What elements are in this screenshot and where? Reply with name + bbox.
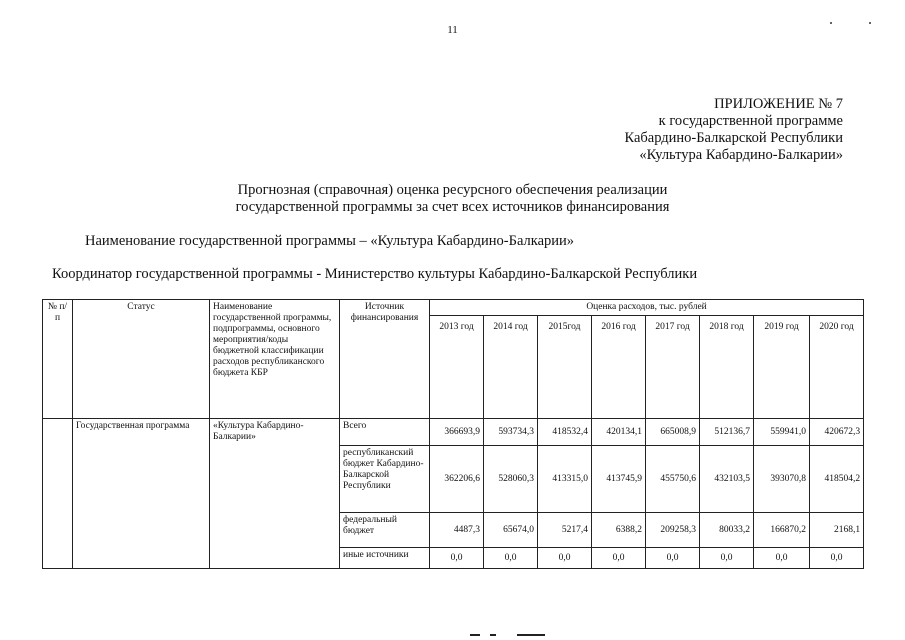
appendix-line-2: к государственной программе (658, 113, 843, 129)
header-status: Статус (73, 300, 210, 419)
page-number: 11 (447, 24, 458, 36)
header-year: 2018 год (700, 316, 754, 419)
value-cell: 209258,3 (646, 513, 700, 548)
header-year: 2015год (538, 316, 592, 419)
header-year: 2013 год (430, 316, 484, 419)
value-cell: 0,0 (646, 548, 700, 569)
value-cell: 420134,1 (592, 419, 646, 446)
header-year: 2017 год (646, 316, 700, 419)
value-cell: 432103,5 (700, 446, 754, 513)
header-year: 2019 год (754, 316, 810, 419)
header-year: 2016 год (592, 316, 646, 419)
source-cell: Всего (340, 419, 430, 446)
header-name: Наименование государственной программы, подпрограммы, основного мероприятия/коды бюджетной классификации расходов республиканского бюджета КБР (210, 300, 340, 419)
scan-mark (470, 634, 480, 636)
value-cell: 166870,2 (754, 513, 810, 548)
value-cell: 593734,3 (484, 419, 538, 446)
value-cell: 0,0 (484, 548, 538, 569)
table-row (43, 419, 864, 446)
scan-speck (869, 22, 871, 24)
value-cell: 5217,4 (538, 513, 592, 548)
value-cell: 418504,2 (810, 446, 864, 513)
document-title (0, 182, 905, 216)
appendix-line-1: ПРИЛОЖЕНИЕ № 7 (714, 96, 843, 112)
scan-mark (490, 634, 496, 636)
appendix-line-3: Кабардино-Балкарской Республики (624, 130, 843, 146)
source-cell: иные источники (340, 548, 430, 569)
row-num-cell (43, 419, 73, 569)
scan-mark (517, 634, 545, 636)
value-cell: 65674,0 (484, 513, 538, 548)
header-estimate: Оценка расходов, тыс. рублей (430, 300, 864, 316)
value-cell: 418532,4 (538, 419, 592, 446)
value-cell: 0,0 (430, 548, 484, 569)
value-cell: 0,0 (538, 548, 592, 569)
value-cell: 528060,3 (484, 446, 538, 513)
value-cell: 393070,8 (754, 446, 810, 513)
value-cell: 512136,7 (700, 419, 754, 446)
value-cell: 0,0 (592, 548, 646, 569)
header-source: Источник финансирования (340, 300, 430, 419)
budget-table (42, 299, 864, 569)
value-cell: 0,0 (700, 548, 754, 569)
header-year: 2020 год (810, 316, 864, 419)
program-name-cell: «Культура Кабардино-Балкарии» (210, 419, 340, 569)
program-name-line: Наименование государственной программы – «Культура Кабардино-Балкарии» (85, 233, 575, 249)
value-cell: 366693,9 (430, 419, 484, 446)
title-line-2: государственной программы за счет всех источников финансирования (235, 199, 670, 215)
header-year: 2014 год (484, 316, 538, 419)
value-cell: 80033,2 (700, 513, 754, 548)
value-cell: 413745,9 (592, 446, 646, 513)
value-cell: 4487,3 (430, 513, 484, 548)
value-cell: 413315,0 (538, 446, 592, 513)
scan-speck (830, 22, 832, 24)
value-cell: 559941,0 (754, 419, 810, 446)
value-cell: 362206,6 (430, 446, 484, 513)
value-cell: 665008,9 (646, 419, 700, 446)
title-line-1: Прогнозная (справочная) оценка ресурсного обеспечения реализации (237, 182, 668, 198)
appendix-block (624, 96, 843, 164)
value-cell: 455750,6 (646, 446, 700, 513)
value-cell: 0,0 (810, 548, 864, 569)
coordinator-line: Координатор государственной программы - Министерство культуры Кабардино-Балкарской Республики (52, 266, 698, 282)
value-cell: 2168,1 (810, 513, 864, 548)
source-cell: федеральный бюджет (340, 513, 430, 548)
value-cell: 420672,3 (810, 419, 864, 446)
value-cell: 6388,2 (592, 513, 646, 548)
status-cell: Государственная программа (73, 419, 210, 569)
appendix-line-4: «Культура Кабардино-Балкарии» (639, 147, 843, 163)
value-cell: 0,0 (754, 548, 810, 569)
header-num: № п/п (43, 300, 73, 419)
source-cell: республиканский бюджет Кабардино-Балкарской Республики (340, 446, 430, 513)
